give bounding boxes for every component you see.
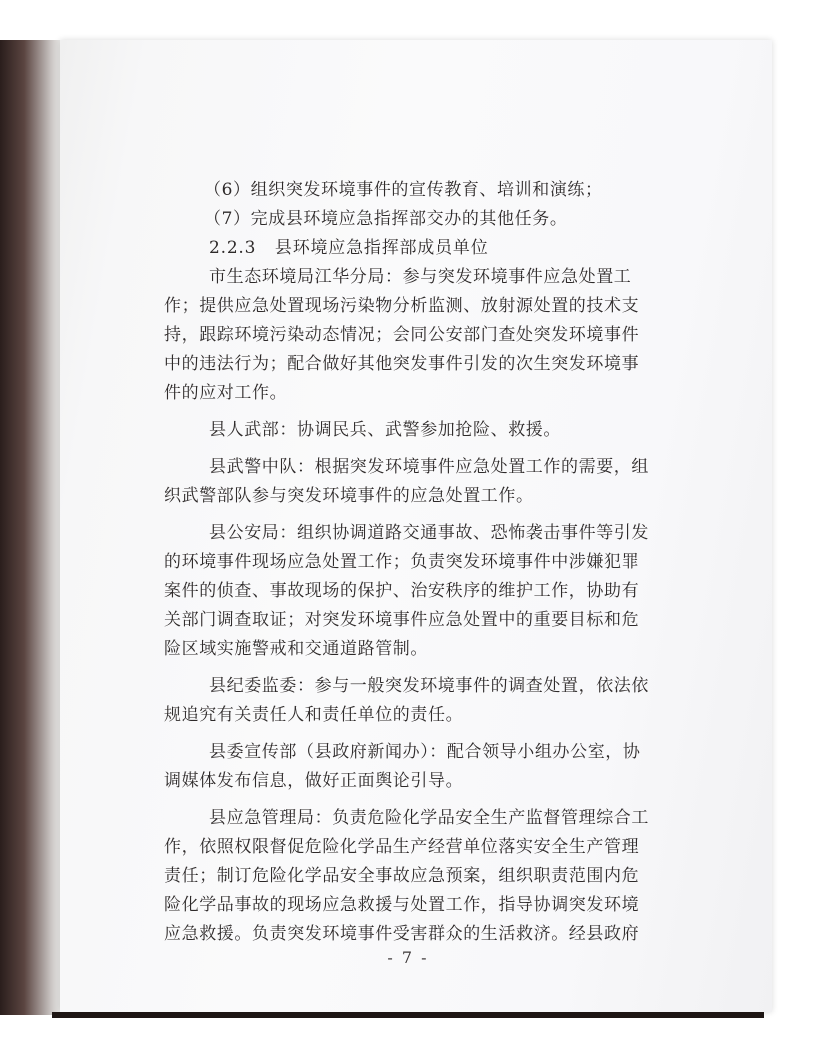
paragraph-line: 织武警部队参与突发环境事件的应急处置工作。 bbox=[164, 486, 534, 506]
paragraph-line: 件的应对工作。 bbox=[164, 383, 288, 403]
section-title: 县环境应急指挥部成员单位 bbox=[274, 238, 489, 258]
paragraph bbox=[164, 738, 664, 796]
paragraph-line: 应急救援。负责突发环境事件受害群众的生活救济。经县政府 bbox=[164, 924, 640, 944]
list-item: （7）完成县环境应急指挥部交办的其他任务。 bbox=[204, 209, 568, 229]
paragraph-line: 的环境事件现场应急处置工作；负责突发环境事件中涉嫌犯罪 bbox=[164, 552, 640, 572]
paragraph bbox=[164, 263, 664, 408]
section-number: 2.2.3 bbox=[209, 238, 257, 258]
paragraph-line: 县纪委监委：参与一般突发环境事件的调查处置，依法依 bbox=[209, 676, 649, 696]
paragraph-line: 作，依照权限督促危险化学品生产经营单位落实安全生产管理 bbox=[164, 837, 640, 857]
paragraph-line: 规追究有关责任人和责任单位的责任。 bbox=[164, 705, 464, 725]
scan-edge-left bbox=[0, 40, 60, 1015]
paragraph-line: 调媒体发布信息，做好正面舆论引导。 bbox=[164, 771, 464, 791]
paragraph-line: 县应急管理局：负责危险化学品安全生产监督管理综合工 bbox=[209, 808, 649, 828]
paragraph-line: 县武警中队：根据突发环境事件应急处置工作的需要，组 bbox=[209, 457, 649, 477]
paragraph bbox=[164, 453, 664, 511]
scan-edge-bottom bbox=[52, 1012, 764, 1018]
paragraph-line: 案件的侦查、事故现场的保护、治安秩序的维护工作，协助有 bbox=[164, 581, 640, 601]
paragraph-line: 险化学品事故的现场应急救援与处置工作，指导协调突发环境 bbox=[164, 895, 640, 915]
paragraph-line: 县公安局：组织协调道路交通事故、恐怖袭击事件等引发 bbox=[209, 523, 649, 543]
paragraph-line: 中的违法行为；配合做好其他突发事件引发的次生突发环境事 bbox=[164, 354, 640, 374]
paragraph-line: 县委宣传部（县政府新闻办）：配合领导小组办公室，协 bbox=[209, 742, 641, 762]
paragraph-line: 险区域实施警戒和交通道路管制。 bbox=[164, 639, 428, 659]
paragraph bbox=[164, 804, 664, 949]
list-item: （6）组织突发环境事件的宣传教育、培训和演练； bbox=[204, 180, 603, 200]
paragraph bbox=[164, 672, 664, 730]
paragraph-line: 持，跟踪环境污染动态情况；会同公安部门查处突发环境事件 bbox=[164, 325, 640, 345]
paragraph bbox=[164, 416, 664, 445]
page-number: - 7 - bbox=[387, 948, 429, 967]
paragraph-line: 作；提供应急处置现场污染物分析监测、放射源处置的技术支 bbox=[164, 296, 640, 316]
paragraph-line: 市生态环境局江华分局：参与突发环境事件应急处置工 bbox=[209, 267, 632, 287]
section-heading bbox=[164, 234, 664, 263]
paragraph bbox=[164, 519, 664, 664]
document-body bbox=[164, 176, 664, 949]
paragraph-line: 关部门调查取证；对突发环境事件应急处置中的重要目标和危 bbox=[164, 610, 640, 630]
paragraph-line: 县人武部：协调民兵、武警参加抢险、救援。 bbox=[209, 420, 561, 440]
paragraph-line: 责任；制订危险化学品安全事故应急预案，组织职责范围内危 bbox=[164, 866, 640, 886]
